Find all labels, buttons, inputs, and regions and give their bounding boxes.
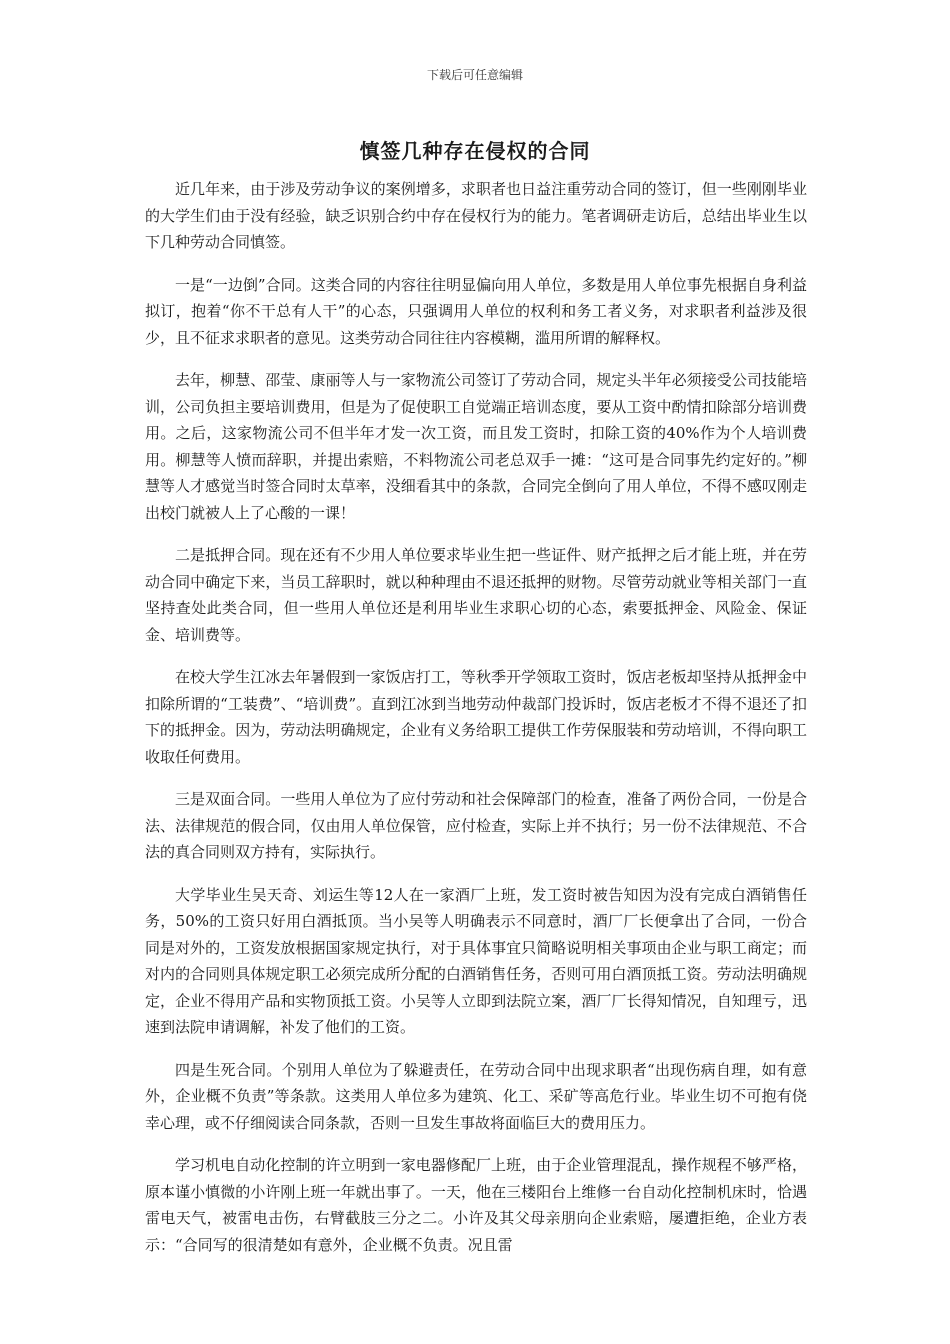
paragraph-logistics-case: 去年，柳慧、邵莹、康丽等人与一家物流公司签订了劳动合同，规定头半年必须接受公司技能培训，公司负担主要培训费用，但是为了促使职工自觉端正培训态度，要从工资中酌情扣除部分培训费用。之后，这家物流公司不但半年才发一次工资，而且发工资时，扣除工资的40%作为个人培训费用。柳慧等人愤而辞职，并提出索赔，不料物流公司老总双手一摊：“这可是合同事先约定好的。”柳慧等人才感觉当时签合同时太草率，没细看其中的条款，合同完全倒向了用人单位，不得不感叹刚走出校门就被人上了心酸的一课！ (145, 371, 807, 522)
paragraph-restaurant-case: 在校大学生江冰去年暑假到一家饭店打工，等秋季开学领取工资时，饭店老板却坚持从抵押金中扣除所谓的“工装费”、“培训费”。直到江冰到当地劳动仲裁部门投诉时，饭店老板才不得不退还了扣下的抵押金。因为，劳动法明确规定，企业有义务给职工提供工作劳保服装和劳动培训，不得向职工收取任何费用。 (145, 668, 807, 766)
paragraph-intro: 近几年来，由于涉及劳动争议的案例增多，求职者也日益注重劳动合同的签订，但一些刚刚毕业的大学生们由于没有经验，缺乏识别合约中存在侵权行为的能力。笔者调研走访后，总结出毕业生以下几种劳动合同慎签。 (145, 180, 807, 251)
paragraph-mortgage-contract: 二是抵押合同。现在还有不少用人单位要求毕业生把一些证件、财产抵押之后才能上班，并在劳动合同中确定下来，当员工辞职时，就以种种理由不退还抵押的财物。尽管劳动就业等相关部门一直坚持查处此类合同，但一些用人单位还是利用毕业生求职心切的心态，索要抵押金、风险金、保证金、培训费等。 (145, 546, 807, 644)
header-note: 下载后可任意编辑 (426, 68, 523, 82)
paragraph-electrical-case: 学习机电自动化控制的许立明到一家电器修配厂上班，由于企业管理混乱，操作规程不够严格，原本谨小慎微的小许刚上班一年就出事了。一天，他在三楼阳台上维修一台自动化控制机床时，恰遇雷电天气，被雷电击伤，右臂截肢三分之二。小许及其父母亲朋向企业索赔，屡遭拒绝，企业方表示：“合同写的很清楚如有意外，企业概不负责。况且雷 (145, 1156, 807, 1254)
paragraph-double-contract: 三是双面合同。一些用人单位为了应付劳动和社会保障部门的检查，准备了两份合同，一份是合法、法律规范的假合同，仅由用人单位保管，应付检查，实际上并不执行；另一份不法律规范、不合法的真合同则双方持有，实际执行。 (145, 790, 807, 861)
paragraph-winery-case: 大学毕业生吴天奇、刘运生等12人在一家酒厂上班，发工资时被告知因为没有完成白酒销售任务，50%的工资只好用白酒抵顶。当小吴等人明确表示不同意时，酒厂厂长便拿出了合同，一份合同是对外的，工资发放根据国家规定执行，对于具体事宜只简略说明相关事项由企业与职工商定；而对内的合同则具体规定职工必须完成所分配的白酒销售任务，否则可用白酒顶抵工资。劳动法明确规定，企业不得用产品和实物顶抵工资。小吴等人立即到法院立案，酒厂厂长得知情况，自知理亏，迅速到法院申请调解，补发了他们的工资。 (145, 885, 807, 1036)
paragraph-life-death-contract: 四是生死合同。个别用人单位为了躲避责任，在劳动合同中出现求职者“出现伤病自理，如有意外，企业概不负责”等条款。这类用人单位多为建筑、化工、采矿等高危行业。毕业生切不可抱有侥幸心理，或不仔细阅读合同条款，否则一旦发生事故将面临巨大的费用压力。 (145, 1060, 807, 1132)
document-body (145, 176, 807, 1274)
paragraph-one-sided-contract: 一是“一边倒”合同。这类合同的内容往往明显偏向用人单位，多数是用人单位事先根据自身利益拟订，抱着“你不干总有人干”的心态，只强调用人单位的权利和务工者义务，对求职者利益涉及很少，且不征求求职者的意见。这类劳动合同往往内容模糊，滥用所谓的解释权。 (145, 275, 807, 347)
document-title: 慎签几种存在侵权的合同 (359, 139, 591, 163)
